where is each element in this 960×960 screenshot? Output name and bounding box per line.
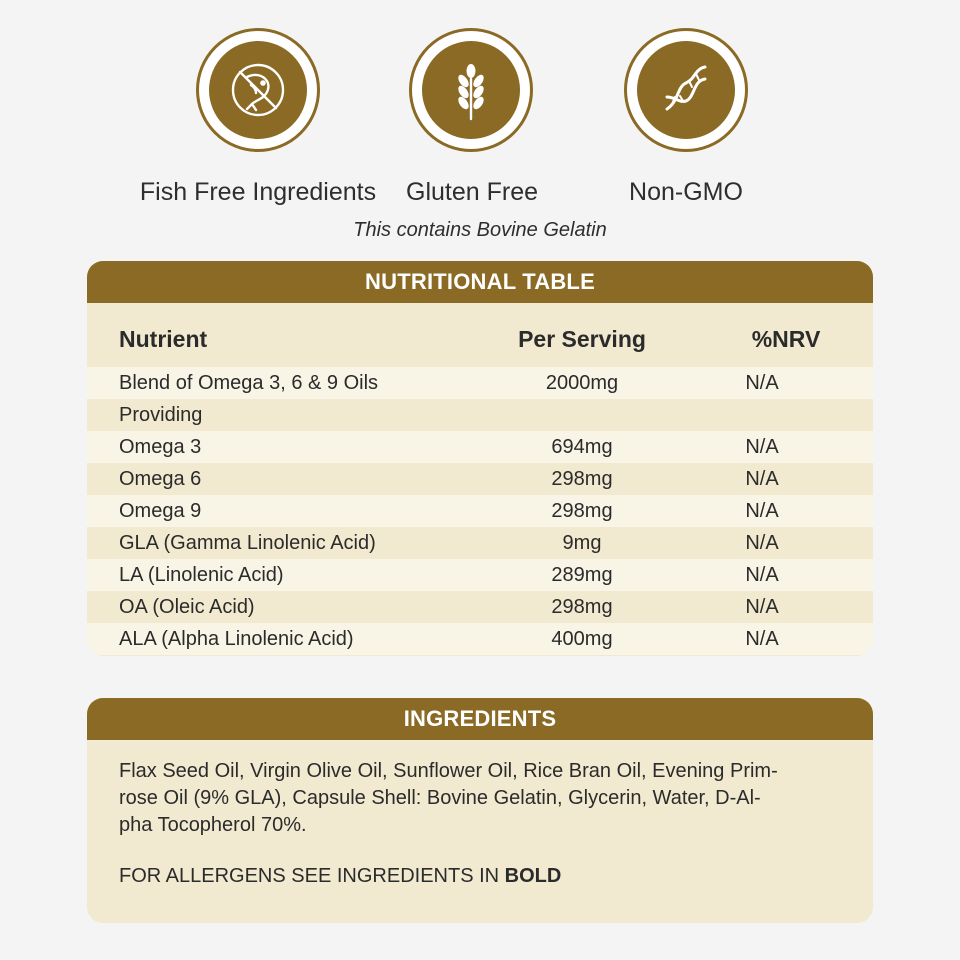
header-nrv: %NRV	[751, 325, 821, 352]
non-gmo-badge	[624, 28, 748, 152]
allergen-prefix: FOR ALLERGENS SEE INGREDIENTS IN	[119, 865, 500, 887]
feature-badges	[0, 0, 960, 260]
nutrient-cell: Providing	[119, 403, 203, 426]
no-fish-icon	[225, 57, 291, 123]
nutrient-cell: Blend of Omega 3, 6 & 9 Oils	[119, 371, 379, 394]
badge-label-gluten-free: Gluten Free	[405, 178, 539, 206]
nutrient-cell: Omega 6	[119, 467, 202, 490]
serving-cell: 298mg	[551, 595, 613, 618]
header-per-serving: Per Serving	[518, 325, 646, 352]
ingredients-line: rose Oil (9% GLA), Capsule Shell: Bovine Gelatin, Glycerin, Water, D-Al-	[119, 787, 761, 809]
dna-icon	[653, 57, 719, 123]
bovine-gelatin-note: This contains Bovine Gelatin	[353, 219, 607, 241]
nutritional-table-title: NUTRITIONAL TABLE	[87, 261, 873, 303]
table-row	[87, 431, 873, 463]
nutrient-cell: Omega 3	[119, 435, 202, 458]
table-row	[87, 495, 873, 527]
ingredients-line: Flax Seed Oil, Virgin Olive Oil, Sunflower Oil, Rice Bran Oil, Evening Prim-	[119, 760, 778, 782]
allergen-bold-word: BOLD	[504, 865, 562, 887]
wheat-icon	[438, 57, 504, 123]
serving-cell: 2000mg	[545, 371, 619, 394]
nutrient-cell: ALA (Alpha Linolenic Acid)	[119, 627, 354, 650]
fish-free-badge	[196, 28, 320, 152]
nrv-cell: N/A	[745, 499, 779, 522]
ingredients-line: pha Tocopherol 70%.	[119, 814, 307, 836]
nrv-cell: N/A	[745, 435, 779, 458]
nrv-cell: N/A	[745, 563, 779, 586]
nutritional-table-panel	[87, 261, 873, 656]
table-row	[87, 559, 873, 591]
nutrient-cell: LA (Linolenic Acid)	[119, 563, 284, 586]
ingredients-panel	[87, 698, 873, 923]
table-row	[87, 527, 873, 559]
serving-cell: 298mg	[551, 467, 613, 490]
badge-label-fish-free: Fish Free Ingredients	[139, 178, 377, 206]
table-row	[87, 367, 873, 399]
nutrient-cell: OA (Oleic Acid)	[119, 595, 255, 618]
nutrient-cell: Omega 9	[119, 499, 202, 522]
table-row	[87, 399, 873, 431]
serving-cell: 9mg	[562, 531, 602, 554]
nrv-cell: N/A	[745, 531, 779, 554]
nrv-cell: N/A	[745, 595, 779, 618]
table-row	[87, 591, 873, 623]
table-row	[87, 463, 873, 495]
serving-cell: 694mg	[551, 435, 613, 458]
table-row	[87, 623, 873, 655]
nutrient-cell: GLA (Gamma Linolenic Acid)	[119, 531, 376, 554]
serving-cell: 289mg	[551, 563, 613, 586]
ingredients-text	[87, 740, 873, 890]
table-header-row	[87, 311, 873, 367]
header-nutrient: Nutrient	[119, 325, 208, 352]
gluten-free-badge	[409, 28, 533, 152]
badge-label-non-gmo: Non-GMO	[629, 178, 743, 206]
serving-cell: 298mg	[551, 499, 613, 522]
nrv-cell: N/A	[745, 467, 779, 490]
allergen-note	[119, 863, 845, 890]
nrv-cell: N/A	[745, 627, 779, 650]
nrv-cell: N/A	[745, 371, 779, 394]
ingredients-title: INGREDIENTS	[87, 698, 873, 740]
serving-cell: 400mg	[551, 627, 613, 650]
